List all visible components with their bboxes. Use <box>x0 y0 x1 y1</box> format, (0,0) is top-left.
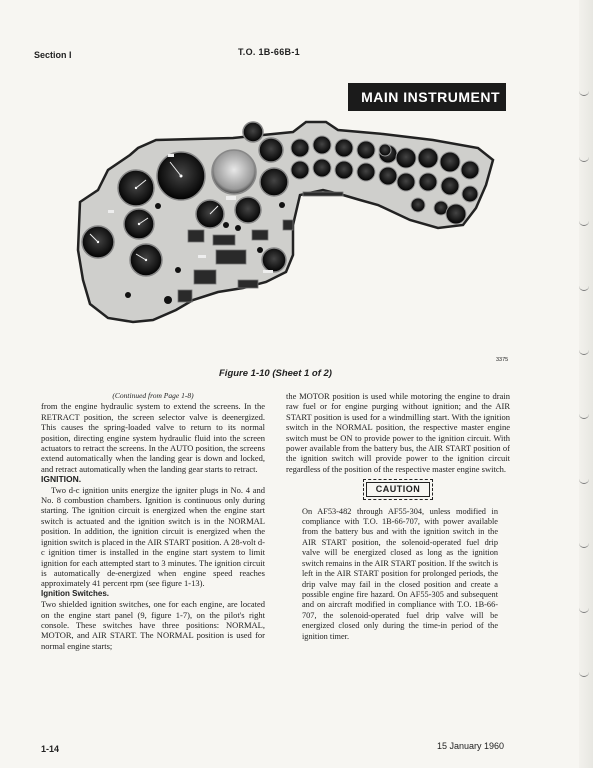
section-banner: MAIN INSTRUMENT <box>348 83 506 111</box>
publication-date: 15 January 1960 <box>437 741 505 751</box>
subheading-ignition-switches: Ignition Switches. <box>41 588 110 598</box>
text-column-left <box>41 391 265 651</box>
caution-box <box>286 482 510 496</box>
figure-number: 3375 <box>496 357 509 363</box>
page-number: 1-14 <box>41 744 60 754</box>
paragraph: Two d-c ignition units energize the igniter plugs in No. 4 and No. 8 combustion chambers. Ignition is continuous only during starting. The ignition circuit is energized when the engine start switch is actuated and the ignition switch is in the NORMAL position. In addition, the ignition circuit is energized when the ignition switch is placed in the AIR START position. A 28-volt d-c ignition timer is installed in the engine start system to limit ignition for each attempted start to 3 minutes. The ignition circuit is automatically de-energized when engine speed reaches approximately 41 percent rpm (see figure 1-13). <box>41 484 265 589</box>
paragraph: the MOTOR position is used while motoring the engine to drain raw fuel or for engine purging without ignition; and the AIR START position is used for a windmilling start. With the ignition switch in the NORMAL position, the respective master engine switch must be ON to provide power to the ignition circuit. With power available from the battery bus, the AIR START position of the ignition switch will provide power to the ignition circuit regardless of the position of the respective master engine switch. <box>286 391 510 474</box>
paragraph: from the engine hydraulic system to extend the screens. In the RETRACT position, the screen selector valve is deenergized. This causes the spring-loaded valve to return to its normal position, directing engine system hydraulic fluid into the screen actuators to retract the screens. In the AUTO position, the screens extend automatically when the landing gear is down and locked, and retract automatically when the landing gear starts to retract. <box>41 401 265 474</box>
page-edge <box>579 0 593 768</box>
doc-number: T.O. 1B-66B-1 <box>238 47 300 57</box>
text-column-right <box>286 391 510 642</box>
continued-note: (Continued from Page 1-8) <box>112 391 194 400</box>
caution-text: On AF53-482 through AF55-304, unless modified in compliance with T.O. 1B-66-707, with power available from the battery bus and with the ignition switch in the AIR START position, the solenoid-operated fuel drip valve will be energized closed as long as the ignition switch remains in the AIR START position. If the switch is left in the AIR START position for prolonged periods, the drip valve may fail in the closed position and create a possible engine fire hazard. On AF55-305 and subsequent and on aircraft modified in compliance with T.O. 1B-66-707, the solenoid-operated fuel drip valve will be energized closed only during the time-in period of the ignition timer. <box>302 506 498 641</box>
caution-label: CAUTION <box>366 482 431 496</box>
instrument-panel-photo <box>38 110 508 328</box>
paragraph: Two shielded ignition switches, one for each engine, are located on the engine start panel (9, figure 1-7), on the pilot's right console. These switches have three positions: NORMAL, MOTOR, and AIR START. The NORMAL position is used for normal engine starts; <box>41 599 265 651</box>
section-heading-ignition: IGNITION. <box>41 474 82 485</box>
figure-caption: Figure 1-10 (Sheet 1 of 2) <box>219 368 332 379</box>
section-label: Section I <box>34 50 72 60</box>
